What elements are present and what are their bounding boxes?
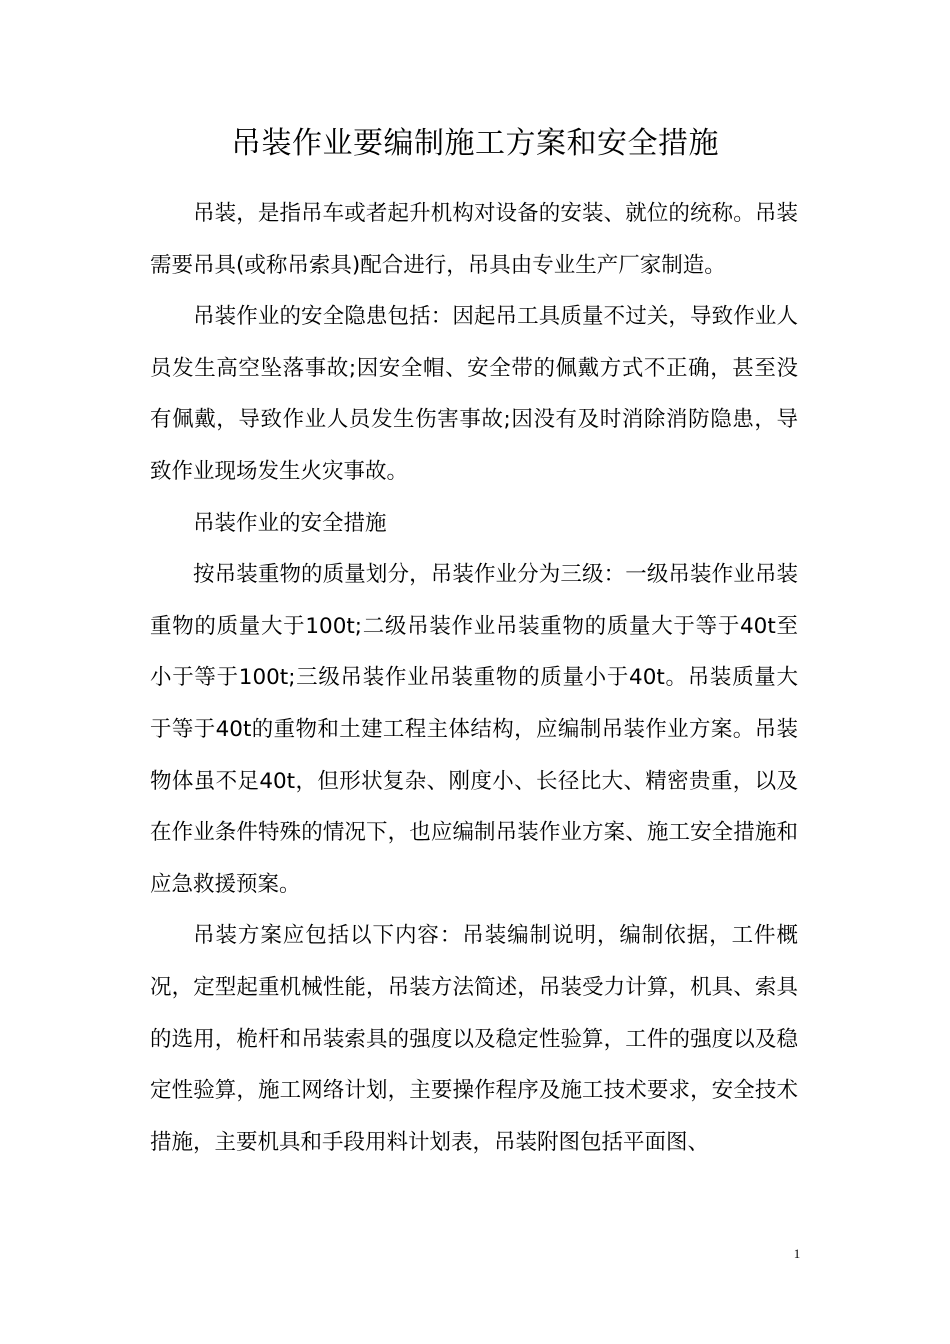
paragraph-plan-contents: 吊装方案应包括以下内容：吊装编制说明，编制依据，工件概况，定型起重机械性能，吊装方法简述，吊装受力计算，机具、索具的选用，桅杆和吊装索具的强度以及稳定性验算，工件的强度以及稳定性验算，施工网络计划，主要操作程序及施工技术要求，安全技术措施，主要机具和手段用料计划表，吊装附图包括平面图、	[150, 923, 798, 1155]
document-body	[150, 188, 798, 1168]
page-number: 1	[793, 1246, 801, 1261]
paragraph-safety-heading: 吊装作业的安全措施	[193, 510, 387, 536]
paragraph-definition: 吊装，是指吊车或者起升机构对设备的安装、就位的统称。吊装需要吊具(或称吊索具)配合进行，吊具由专业生产厂家制造。	[150, 201, 798, 278]
paragraph-hazards: 吊装作业的安全隐患包括：因起吊工具质量不过关，导致作业人员发生高空坠落事故;因安全帽、安全带的佩戴方式不正确，甚至没有佩戴，导致作业人员发生伤害事故;因没有及时消除消防隐患，导致作业现场发生火灾事故。	[150, 304, 798, 484]
document-title: 吊装作业要编制施工方案和安全措施	[231, 126, 719, 161]
paragraph-classification: 按吊装重物的质量划分，吊装作业分为三级：一级吊装作业吊装重物的质量大于100t;二级吊装作业吊装重物的质量大于等于40t至小于等于100t;三级吊装作业吊装重物的质量小于40t。吊装质量大于等于40t的重物和土建工程主体结构，应编制吊装作业方案。吊装物体虽不足40t，但形状复杂、刚度小、长径比大、精密贵重，以及在作业条件特殊的情况下，也应编制吊装作业方案、施工安全措施和应急救援预案。	[150, 562, 798, 897]
